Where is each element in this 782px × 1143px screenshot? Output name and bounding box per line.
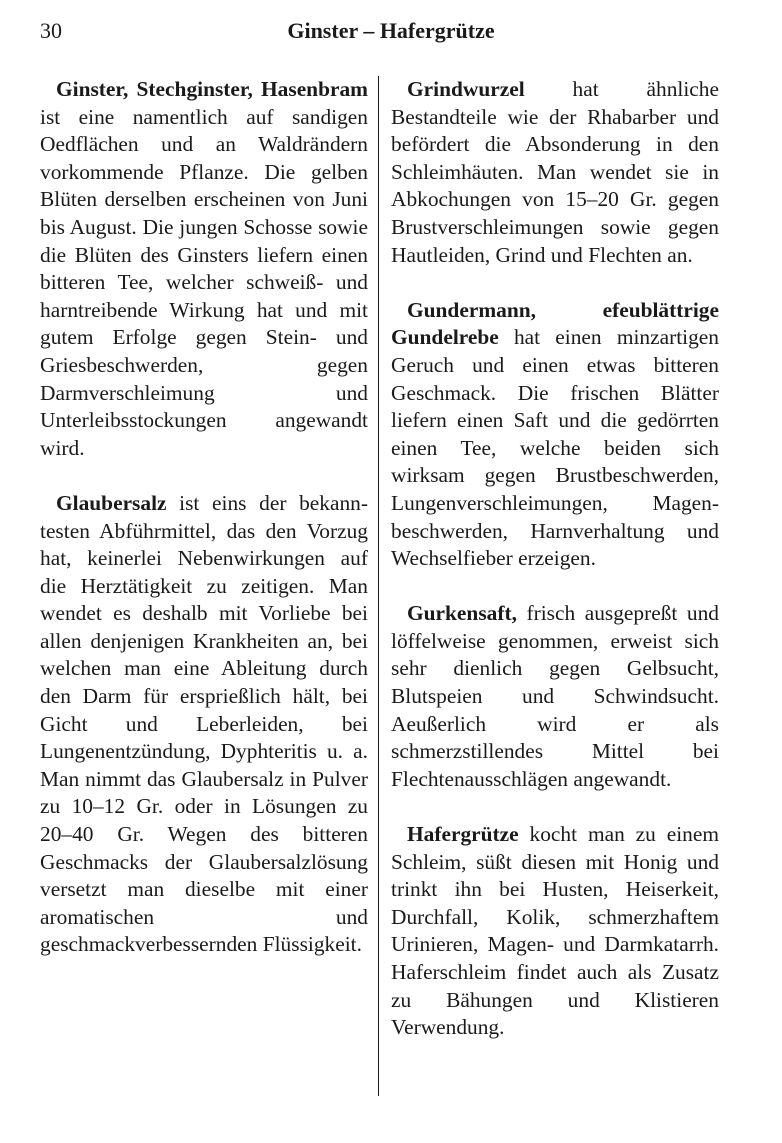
- column-divider: [378, 76, 379, 1096]
- entry-gundermann: [391, 297, 719, 573]
- entry-text: frisch ausgepreßt und löffelweise genommen, erweist sich sehr dienlich gegen Gelbsucht, Blutspeien und Schwindsucht. Aeußerlich wird er als schmerzstillendes Mittel bei Flechtenausschlägen angewandt.: [391, 601, 719, 791]
- entry-term: Gundermann, efeublättrige Gundelrebe: [391, 297, 719, 350]
- entry-text: kocht man zu einem Schleim, süßt diesen mit Honig und trinkt ihn bei Husten, Heiserkeit, Durchfall, Kolik, schmerzhaftem Urinieren, Magen- und Darmkatarrh. Haferschleim findet auch als Zusatz zu Bähungen und Klistieren Verwendung.: [391, 822, 719, 1040]
- entry-term: Ginster, Stechginster, Hasenbram: [56, 77, 368, 101]
- entry-text: ist eins der bekanntesten Abführmittel, das den Vorzug hat, keinerlei Nebenwirkungen auf die Herztätigkeit zu zeitigen. Man wendet es deshalb mit Vorliebe bei allen denjenigen Krankheiten an, bei welchen man eine Ableitung durch den Darm für ersprießlich hält, bei Gicht und Leberleiden, bei Lungenentzündung, Dyphteritis u. a. Man nimmt das Glaubersalz in Pulver zu 10–12 Gr. oder in Lösungen zu 20–40 Gr. Wegen des bitteren Geschmacks der Glaubersalzlösung versetzt man dieselbe mit einer aromatischen und geschmackverbessernden Flüssigkeit.: [40, 490, 368, 957]
- entry-hafergruetze: [391, 821, 719, 1042]
- entry-text: hat einen minzartigen Geruch und einen etwas bitteren Geschmack. Die frischen Blätter liefern einen Saft und die gedörrten einen Tee, welche beiden sich wirksam gegen Brustbeschwerden, Lungenverschleimungen, Magenbeschwerden, Harnverhaltung und Wechselfieber erzeigen.: [391, 325, 719, 571]
- right-column: [391, 76, 719, 1042]
- entry-grindwurzel: [391, 76, 719, 269]
- entry-term: Hafergrütze: [407, 822, 519, 847]
- entry-term: Grindwurzel: [407, 77, 525, 101]
- entry-term: Glaubersalz: [56, 490, 167, 515]
- page-number: 30: [40, 18, 62, 43]
- entry-glaubersalz: [40, 490, 368, 959]
- entry-ginster: [40, 76, 368, 462]
- running-head: Ginster – Hafergrütze: [287, 18, 495, 43]
- entry-gurkensaft: [391, 600, 719, 793]
- entry-text: hat ähnliche Bestandteile wie der Rhabarber und befördert die Absonderung in den Schleimhäuten. Man wendet sie in Abkochungen von 15–20 Gr. gegen Brustverschleimungen sowie gegen Hautleiden, Grind und Flechten an.: [391, 77, 719, 267]
- entry-text: ist eine namentlich auf sandigen Oedflächen und an Waldrändern vorkommende Pflanze. Die gelben Blüten derselben erscheinen von Juni bis August. Die jungen Schosse sowie die Blüten des Ginsters liefern einen bitteren Tee, welcher schweiß- und harntreibende Wirkung hat und mit gutem Erfolge gegen Stein- und Griesbeschwerden, gegen Darmverschleimung und Unterleibsstockungen angewandt wird.: [40, 104, 368, 460]
- left-column: [40, 76, 368, 959]
- entry-term: Gurkensaft,: [407, 601, 517, 626]
